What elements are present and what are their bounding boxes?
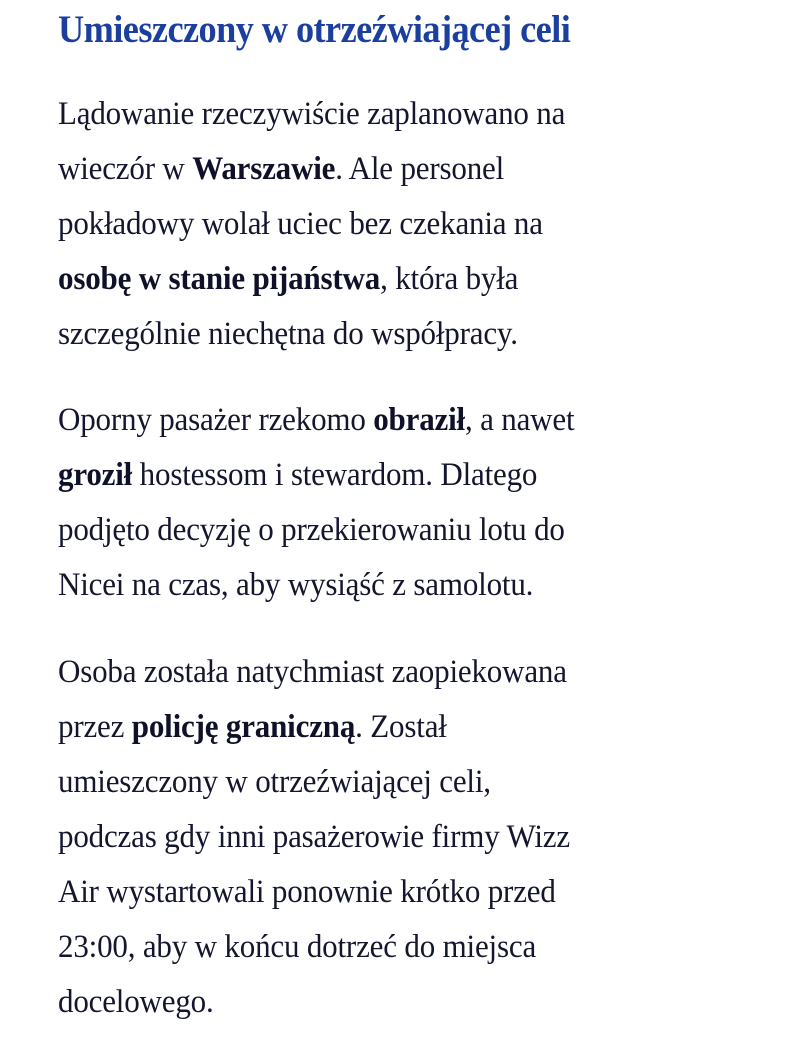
text-segment: szczególnie niechętna do współpracy. (58, 316, 518, 352)
text-line (58, 700, 570, 755)
text-line (58, 87, 565, 142)
text-line (58, 755, 570, 810)
text-line (58, 920, 570, 975)
bold-text-obrazil: obraził (373, 402, 465, 438)
text-segment: Nicei na czas, aby wysiąść z samolotu. (58, 567, 534, 603)
text-line (58, 448, 574, 503)
text-segment: . Został (355, 709, 447, 745)
text-segment: umieszczony w otrzeźwiającej celi, (58, 764, 491, 800)
text-segment: docelowego. (58, 984, 214, 1020)
text-line (58, 252, 565, 307)
text-line (58, 975, 570, 1030)
section-headline: Umieszczony w otrzeźwiającej celi (58, 8, 571, 51)
paragraph-passenger (58, 393, 607, 613)
text-line (58, 197, 565, 252)
text-segment: , a nawet (464, 402, 575, 438)
text-segment: podczas gdy inni pasażerowie firmy Wizz (58, 819, 570, 855)
text-line (58, 645, 570, 700)
text-segment: wieczór w (58, 151, 193, 187)
text-line (58, 393, 574, 448)
text-segment: Oporny pasażer rzekomo (58, 402, 374, 438)
text-segment: Air wystartowali ponownie krótko przed (58, 874, 556, 910)
bold-text-border-police: policję graniczną (131, 709, 356, 745)
text-segment: , która była (380, 261, 519, 297)
bold-text-intoxicated-person: osobę w stanie pijaństwa (58, 261, 381, 297)
text-line (58, 142, 565, 197)
paragraph-landing (58, 87, 598, 362)
paragraph-police (58, 645, 603, 1030)
text-segment: pokładowy wolał uciec bez czekania na (58, 206, 543, 242)
text-segment: hostessom i stewardom. Dlatego (132, 457, 538, 493)
text-line (58, 865, 570, 920)
text-line (58, 503, 574, 558)
text-line (58, 558, 574, 613)
text-line (58, 810, 570, 865)
text-segment: . Ale personel (335, 151, 505, 187)
text-segment: Osoba została natychmiast zaopiekowana (58, 654, 567, 690)
text-line (58, 307, 565, 362)
text-segment: przez (58, 709, 132, 745)
text-segment: podjęto decyzję o przekierowaniu lotu do (58, 512, 565, 548)
article-body (58, 0, 758, 1020)
text-segment: 23:00, aby w końcu dotrzeć do miejsca (58, 929, 537, 965)
text-segment: Lądowanie rzeczywiście zaplanowano na (58, 96, 566, 132)
bold-text-grozil: groził (58, 457, 133, 493)
bold-text-warszawie: Warszawie (192, 151, 336, 187)
